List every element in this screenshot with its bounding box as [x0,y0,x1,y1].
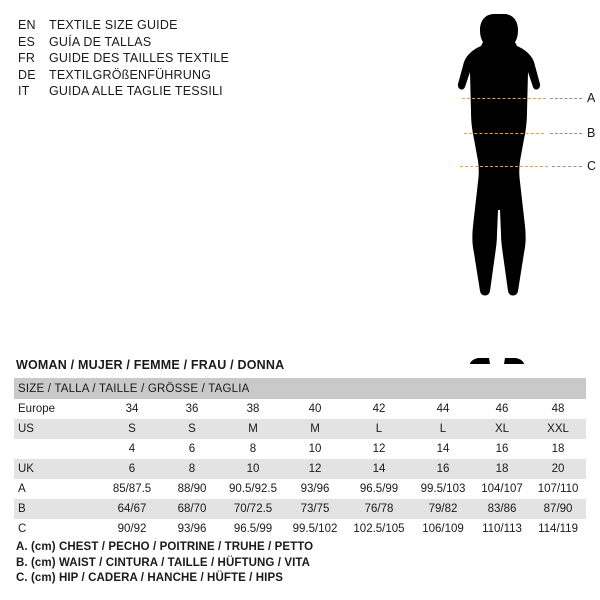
cell: 16 [412,459,474,479]
row-label: UK [14,459,102,479]
cell: 110/113 [474,519,530,539]
table-row [14,459,586,479]
row-label: US [14,419,102,439]
cell: 102.5/105 [346,519,412,539]
cell: 34 [102,399,162,419]
note-chest: A. (cm) CHEST / PECHO / POITRINE / TRUHE / PETTO [16,541,314,553]
cell: 12 [346,439,412,459]
measure-line-c [460,166,548,167]
cell: 70/72.5 [222,499,284,519]
cell: 106/109 [412,519,474,539]
table-caption: WOMAN / MUJER / FEMME / FRAU / DONNA [16,358,285,372]
cell: 88/90 [162,479,222,499]
cell: 20 [530,459,586,479]
table-row [14,419,586,439]
cell: 6 [102,459,162,479]
cell: 10 [222,459,284,479]
measure-label-a: A [587,91,596,105]
cell: 90.5/92.5 [222,479,284,499]
cell: 93/96 [162,519,222,539]
cell: 36 [162,399,222,419]
cell: 38 [222,399,284,419]
cell: M [284,419,346,439]
note-waist: B. (cm) WAIST / CINTURA / TAILLE / HÜFTUNG / VITA [16,556,311,569]
cell: 87/90 [530,499,586,519]
row-label: Europe [14,399,102,419]
cell: 96.5/99 [222,519,284,539]
cell: M [222,419,284,439]
cell: 64/67 [102,499,162,519]
cell: 18 [474,459,530,479]
cell: 4 [102,439,162,459]
table-row [14,399,586,419]
cell: 96.5/99 [346,479,412,499]
cell: XL [474,419,530,439]
language-row-de [18,67,438,84]
language-row-it [18,83,438,100]
table-row [14,519,586,539]
cell: 114/119 [530,519,586,539]
language-text-it: GUIDA ALLE TAGLIE TESSILI [49,84,223,98]
language-row-fr [18,50,438,67]
cell: 93/96 [284,479,346,499]
cell: 42 [346,399,412,419]
cell: 99.5/102 [284,519,346,539]
cell: 46 [474,399,530,419]
language-code-fr: FR [18,51,36,65]
cell: 68/70 [162,499,222,519]
cell: 8 [222,439,284,459]
language-row-en [18,17,438,34]
cell: 85/87.5 [102,479,162,499]
cell: 79/82 [412,499,474,519]
measurement-notes [16,540,576,587]
measure-leader-a [550,98,582,99]
measure-line-b [464,133,544,134]
measure-line-a [462,98,546,99]
cell: S [102,419,162,439]
cell: 48 [530,399,586,419]
language-text-fr: GUIDE DES TAILLES TEXTILE [49,51,230,65]
language-code-de: DE [18,67,36,82]
cell: 44 [412,399,474,419]
cell: 40 [284,399,346,419]
cell: 90/92 [102,519,162,539]
female-silhouette-icon [442,8,572,368]
table-row [14,479,586,499]
table-header-row [14,378,586,399]
size-table [14,378,586,539]
cell: 14 [412,439,474,459]
language-text-es: GUÍA DE TALLAS [49,34,152,49]
measure-leader-c [552,166,582,167]
cell: 73/75 [284,499,346,519]
language-code-en: EN [18,18,36,32]
cell: L [346,419,412,439]
language-text-en: TEXTILE SIZE GUIDE [49,18,178,32]
measure-label-b: B [587,126,596,140]
row-label: B [14,499,102,519]
row-label [14,439,102,459]
cell: 18 [530,439,586,459]
cell: 14 [346,459,412,479]
measure-leader-b [550,133,582,134]
cell: 10 [284,439,346,459]
table-header-label: SIZE / TALLA / TAILLE / GRÖSSE / TAGLIA [14,378,586,399]
size-table-section [14,358,586,539]
cell: 99.5/103 [412,479,474,499]
language-header [18,17,438,100]
figure-area [420,0,600,380]
language-code-es: ES [18,34,36,49]
language-row-es [18,34,438,51]
row-label: C [14,519,102,539]
cell: 83/86 [474,499,530,519]
language-text-de: TEXTILGRÖßENFÜHRUNG [49,67,212,82]
measure-label-c: C [587,159,597,173]
cell: L [412,419,474,439]
cell: 6 [162,439,222,459]
cell: S [162,419,222,439]
cell: 107/110 [530,479,586,499]
cell: 16 [474,439,530,459]
cell: 8 [162,459,222,479]
note-hip: C. (cm) HIP / CADERA / HANCHE / HÜFTE / HIPS [16,572,284,584]
table-row [14,499,586,519]
cell: 12 [284,459,346,479]
cell: 104/107 [474,479,530,499]
cell: 76/78 [346,499,412,519]
cell: XXL [530,419,586,439]
language-code-it: IT [18,84,30,98]
row-label: A [14,479,102,499]
table-row [14,439,586,459]
